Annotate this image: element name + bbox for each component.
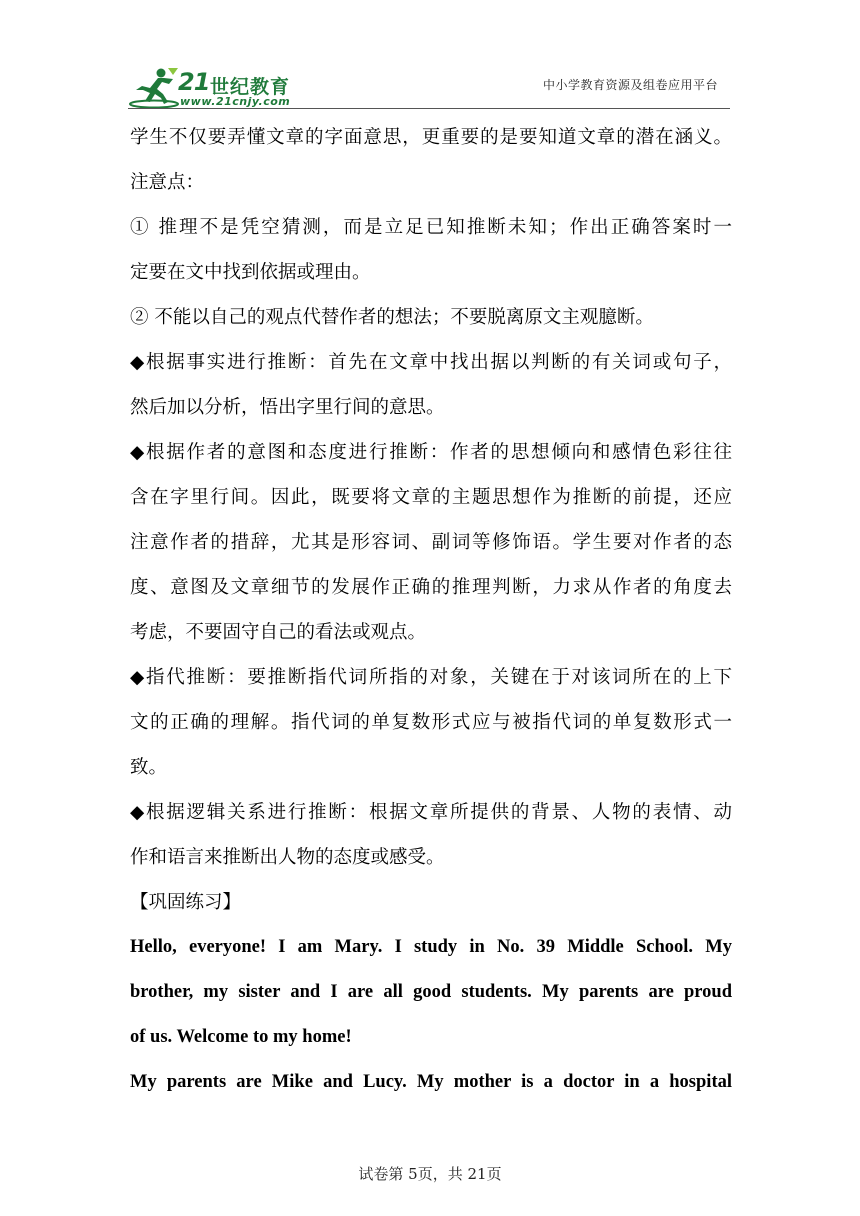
text-line: 文的正确的理解。指代词的单复数形式应与被指代词的单复数形式一 — [130, 712, 732, 733]
text-line: ① 推理不是凭空猜测，而是立足已知推断未知；作出正确答案时一 — [130, 217, 732, 238]
logo-url: www.21cnjy.com — [180, 95, 291, 108]
logo-title: 世纪教育 — [210, 76, 291, 98]
platform-title: 中小学教育资源及组卷应用平台 — [542, 78, 718, 92]
text-line: ② 不能以自己的观点代替作者的想法；不要脱离原文主观臆断。 — [130, 307, 654, 328]
page-footer: 试卷第 5页，共 21页 — [358, 1165, 502, 1183]
runner-logo-icon — [128, 64, 180, 110]
text-line: 学生不仅要弄懂文章的字面意思，更重要的是要知道文章的潜在涵义。 — [130, 127, 732, 148]
text-line: 然后加以分析，悟出字里行间的意思。 — [130, 397, 445, 418]
page-header — [128, 64, 730, 110]
english-line: brother, my sister and I are all good students. My parents are proud — [130, 982, 732, 1002]
document-body — [130, 115, 732, 1105]
text-line: 注意作者的措辞，尤其是形容词、副词等修饰语。学生要对作者的态 — [130, 532, 732, 553]
section-heading: 【巩固练习】 — [130, 892, 242, 913]
text-line: 含在字里行间。因此，既要将文章的主题思想作为推断的前提，还应 — [130, 487, 732, 508]
text-line: ◆根据事实进行推断：首先在文章中找出据以判断的有关词或句子， — [130, 352, 732, 373]
english-line: My parents are Mike and Lucy. My mother is a doctor in a hospital — [130, 1072, 732, 1092]
header-divider — [128, 108, 730, 109]
logo — [128, 64, 298, 110]
text-line: ◆根据作者的意图和态度进行推断：作者的思想倾向和感情色彩往往 — [130, 442, 732, 463]
text-line: 度、意图及文章细节的发展作正确的推理判断，力求从作者的角度去 — [130, 577, 732, 598]
text-line: 注意点： — [130, 172, 205, 193]
text-line: 作和语言来推断出人物的态度或感受。 — [130, 847, 445, 868]
text-line: ◆指代推断：要推断指代词所指的对象，关键在于对该词所在的上下 — [130, 667, 732, 688]
text-line: 致。 — [130, 757, 168, 778]
text-line: 定要在文中找到依据或理由。 — [130, 262, 371, 283]
english-line: of us. Welcome to my home! — [130, 1027, 352, 1047]
logo-number: 21 — [178, 68, 210, 96]
text-line: ◆根据逻辑关系进行推断：根据文章所提供的背景、人物的表情、动 — [130, 802, 732, 823]
english-line: Hello, everyone! I am Mary. I study in No. 39 Middle School. My — [130, 937, 732, 957]
text-line: 考虑，不要固守自己的看法或观点。 — [130, 622, 427, 643]
